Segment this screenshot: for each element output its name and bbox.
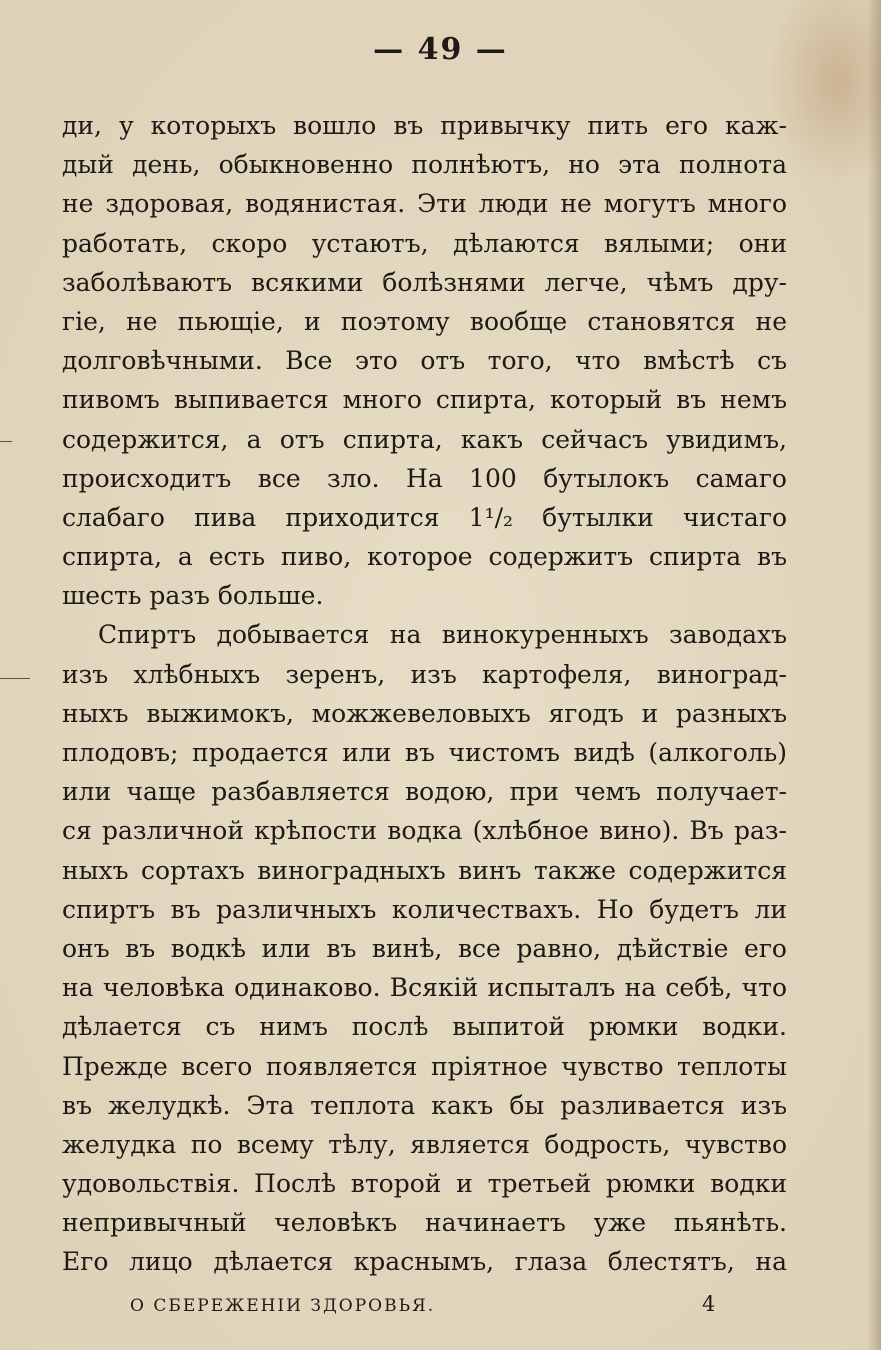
footer-book-title: О СБЕРЕЖЕНІИ ЗДОРОВЬЯ. (130, 1296, 436, 1316)
text-line: Прежде всего появляется пріятное чувство теплоты (62, 1051, 787, 1081)
page-footer (130, 1292, 730, 1322)
margin-mark (0, 441, 12, 442)
page-spine-shadow (867, 0, 881, 1350)
body-text (62, 106, 787, 1282)
text-line: изъ хлѣбныхъ зеренъ, изъ картофеля, виноград- (62, 659, 787, 689)
text-line: пивомъ выпивается много спирта, который въ немъ (62, 385, 787, 415)
text-line: онъ въ водкѣ или въ винѣ, все равно, дѣйствіе его (62, 933, 787, 963)
text-line: слабаго пива приходится 1¹/₂ бутылки чистаго (62, 502, 787, 532)
text-line: происходитъ все зло. На 100 бутылокъ самаго (62, 463, 787, 493)
page-number: — 49 — (373, 32, 508, 67)
text-line: желудка по всему тѣлу, является бодрость, чувство (62, 1129, 787, 1159)
text-line: спиртъ въ различныхъ количествахъ. Но будетъ ли (62, 894, 787, 924)
text-line: плодовъ; продается или въ чистомъ видѣ (алкоголь) (62, 738, 787, 767)
text-line: ди, у которыхъ вошло въ привычку пить его каж- (62, 111, 787, 140)
text-line: работать, скоро устаютъ, дѣлаются вялыми; они (62, 228, 787, 258)
text-line: заболѣваютъ всякими болѣзнями легче, чѣмъ дру- (62, 267, 787, 297)
text-line: долговѣчными. Все это отъ того, что вмѣстѣ съ (62, 346, 787, 376)
text-line: Спиртъ добывается на винокуренныхъ заводахъ (98, 620, 787, 650)
text-line: на человѣка одинаково. Всякій испыталъ на себѣ, что (62, 973, 787, 1003)
text-line: удовольствія. Послѣ второй и третьей рюмки водки (62, 1169, 787, 1199)
text-line: въ желудкѣ. Эта теплота какъ бы разливается изъ (62, 1090, 787, 1120)
text-line: ныхъ сортахъ виноградныхъ винъ также содержится (62, 855, 787, 885)
text-line: шесть разъ больше. (62, 581, 324, 611)
footer-signature-mark: 4 (702, 1292, 716, 1316)
text-line: непривычный человѣкъ начинаетъ уже пьянѣть. (62, 1208, 787, 1238)
text-line: Его лицо дѣлается краснымъ, глаза блестятъ, на (62, 1247, 787, 1277)
text-line: дый день, обыкновенно полнѣютъ, но эта полнота (62, 150, 787, 180)
text-line: дѣлается съ нимъ послѣ выпитой рюмки водки. (62, 1012, 787, 1042)
text-line: ныхъ выжимокъ, можжевеловыхъ ягодъ и разныхъ (62, 698, 787, 728)
text-line: гіе, не пьющіе, и поэтому вообще становятся не (62, 306, 787, 336)
text-line: ся различной крѣпости водка (хлѣбное вино). Въ раз- (62, 816, 787, 846)
text-line: не здоровая, водянистая. Эти люди не могутъ много (62, 189, 787, 219)
text-line: содержится, а отъ спирта, какъ сейчасъ увидимъ, (62, 424, 787, 454)
margin-mark (0, 678, 30, 679)
text-line: спирта, а есть пиво, которое содержитъ спирта въ (62, 542, 787, 572)
text-line: или чаще разбавляется водою, при чемъ получает- (62, 777, 787, 807)
